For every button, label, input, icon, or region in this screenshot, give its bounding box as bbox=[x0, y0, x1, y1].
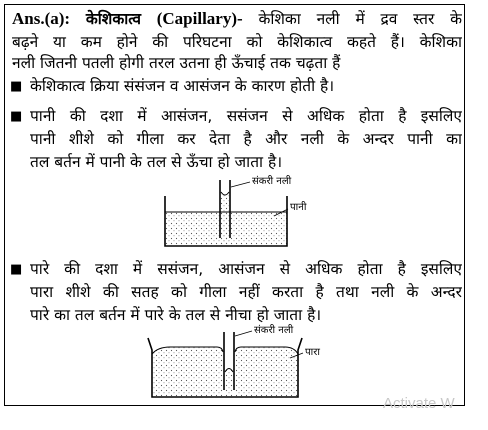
term-english: (Capillary)- bbox=[156, 9, 243, 28]
answer-line-1-rest: केशिका नली में द्रव स्तर के bbox=[258, 10, 462, 28]
bullet-2-line-1: पानी की दशा में आसंजन, ससंजन से अधिक होता है इसलिए bbox=[30, 107, 462, 125]
answer-line-2: बढ़ने या कम होने की परिघटना को केशिकात्व कहते हैं। केशिका bbox=[12, 33, 462, 51]
activate-windows-watermark: Activate W bbox=[383, 395, 455, 412]
mercury-liquid-label: पारा bbox=[305, 347, 320, 358]
bullet-2-line-2: पानी शीशे को गीला कर देता है और नली के अन्दर पानी का bbox=[30, 130, 462, 148]
bullet-1-line-1: केशिकात्व क्रिया संसंजन व आसंजन के कारण होती है। bbox=[30, 77, 335, 95]
water-liquid-label: पानी bbox=[290, 202, 307, 213]
answer-line-1 bbox=[12, 9, 462, 29]
bullet-3-line-1: पारे की दशा में ससंजन, आसंजन से अधिक होता है इसलिए bbox=[30, 260, 462, 278]
water-capillary-diagram bbox=[150, 172, 330, 252]
bullet-square-icon: ■ bbox=[10, 262, 23, 277]
bullet-3-line-3: पारे का तल बर्तन में पारे के तल से नीचा हो जाता है। bbox=[30, 306, 322, 324]
mercury-column bbox=[225, 370, 233, 396]
bullet-square-icon: ■ bbox=[10, 109, 23, 124]
term-hindi: केशिकात्व bbox=[85, 10, 141, 28]
mercury-capillary-diagram bbox=[140, 324, 330, 404]
bullet-3-line-2: पारा शीशे की सतह को गीला नहीं करता है तथा नली के अन्दर bbox=[30, 283, 462, 301]
water-column bbox=[221, 194, 229, 244]
mercury-fill-right bbox=[235, 347, 298, 396]
tube-leader bbox=[235, 331, 252, 336]
answer-prefix: Ans.(a): bbox=[12, 9, 71, 28]
mercury-fill-left bbox=[152, 347, 223, 396]
bullet-2-line-3: तल बर्तन में पानी के तल से ऊँचा हो जाता है। bbox=[30, 153, 283, 171]
water-tube-label: संकरी नली bbox=[252, 176, 292, 187]
answer-line-3: नली जितनी पतली होगी तरल उतना ही ऊँचाई तक चढ़ता हैं bbox=[12, 54, 341, 72]
mercury-tube-label: संकरी नली bbox=[254, 325, 294, 336]
bullet-square-icon: ■ bbox=[10, 79, 23, 94]
tube-leader bbox=[231, 182, 250, 187]
